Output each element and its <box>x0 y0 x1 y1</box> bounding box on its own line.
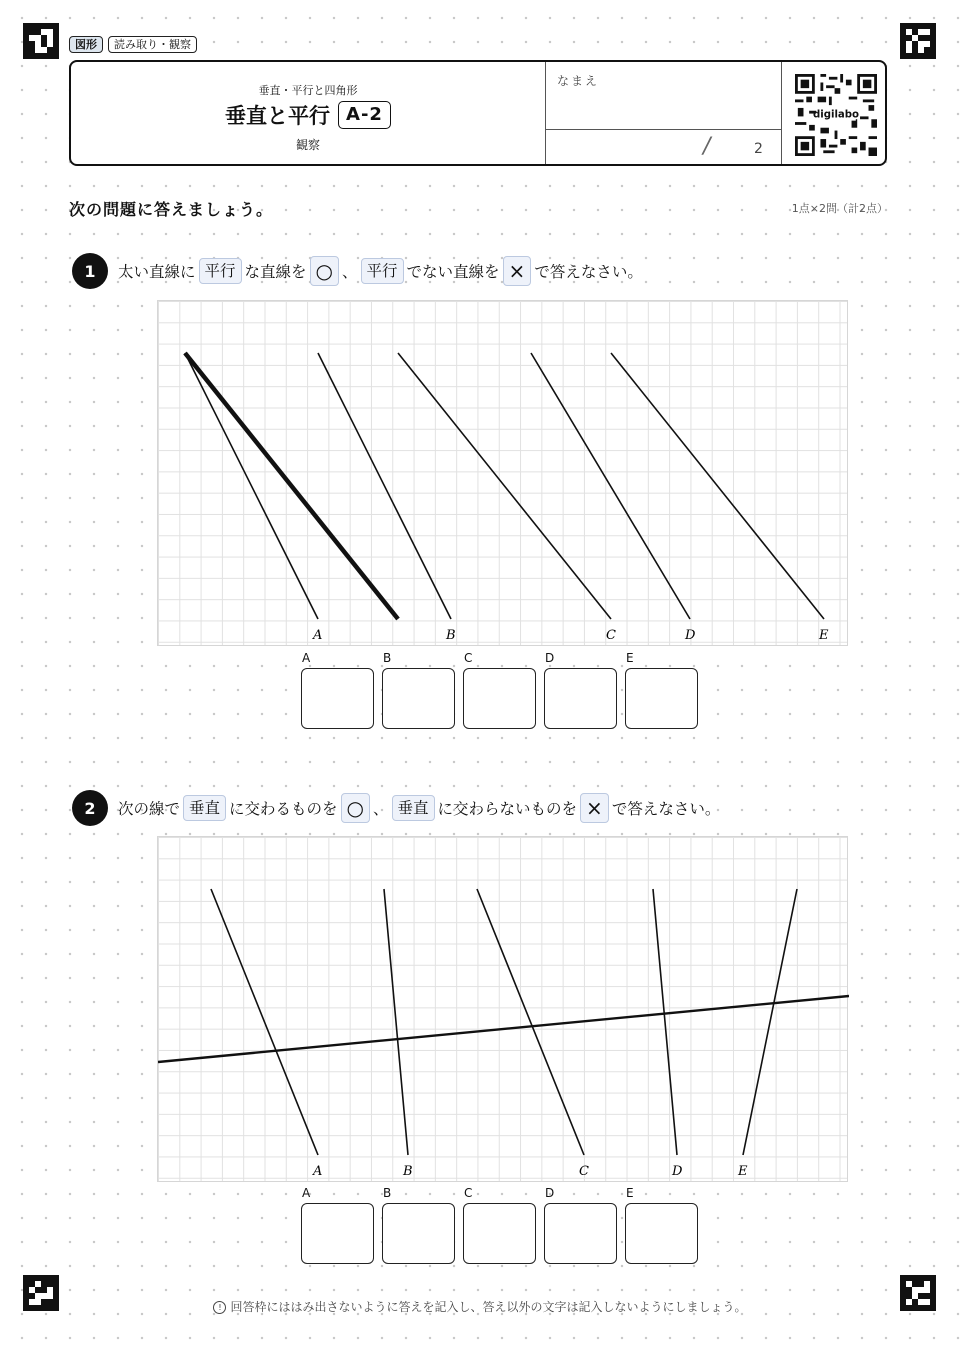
line-e <box>743 889 797 1155</box>
question-2 <box>72 790 720 826</box>
answer-label: C <box>464 1186 473 1200</box>
reference-line <box>158 996 849 1062</box>
line-d <box>531 353 690 619</box>
question-number-badge: 2 <box>72 790 108 826</box>
answer-box-q1-d[interactable] <box>544 668 617 729</box>
question-text: 太い直線に <box>118 263 196 281</box>
answer-box-q2-e[interactable] <box>625 1203 698 1264</box>
info-icon: ! <box>213 1301 226 1314</box>
line-label-e: E <box>819 628 829 643</box>
footer-text: 回答枠にははみ出さないように答えを記入し、答え以外の文字は記入しないようにしましょう。 <box>230 1300 747 1314</box>
line-b <box>318 353 451 619</box>
tag-skill: 読み取り・観察 <box>108 36 197 53</box>
question-text: に交わらないものを <box>437 800 578 818</box>
cross-symbol-icon: × <box>503 256 532 286</box>
header-divider <box>781 62 782 164</box>
page-title-row <box>71 100 545 130</box>
points-text: 1点×2問（計2点） <box>791 202 888 215</box>
worksheet-category: 観察 <box>295 138 320 152</box>
answer-label: D <box>545 1186 555 1200</box>
answer-cell-c <box>463 1186 536 1264</box>
answer-cell-e <box>625 1186 698 1264</box>
circle-symbol-icon: ○ <box>341 793 370 823</box>
figure-q1 <box>158 301 849 647</box>
question-1 <box>72 253 643 289</box>
answer-label: A <box>302 1186 311 1200</box>
keyword-box: 平行 <box>361 258 404 284</box>
answer-box-q1-e[interactable] <box>625 668 698 729</box>
answer-box-q2-d[interactable] <box>544 1203 617 1264</box>
answer-row-q2 <box>301 1186 698 1264</box>
answer-row-q1 <box>301 651 698 729</box>
answer-cell-e <box>625 651 698 729</box>
line-a <box>211 889 318 1155</box>
answer-label: C <box>464 651 473 665</box>
line-label-e: E <box>738 1164 748 1179</box>
keyword-box: 平行 <box>199 258 242 284</box>
keyword-box: 垂直 <box>183 795 226 821</box>
line-label-a: A <box>313 628 323 643</box>
figure-q2 <box>158 837 849 1183</box>
figure-grid-q1 <box>157 300 848 646</box>
question-text: 、 <box>342 263 358 281</box>
page-title: 垂直と平行 <box>225 104 331 128</box>
instruction-text: 次の問題に答えましょう。 <box>69 200 274 219</box>
line-d <box>653 889 677 1155</box>
answer-cell-a <box>301 651 374 729</box>
reference-bold-line <box>185 353 398 619</box>
qr-code-label: digilabo <box>812 109 860 121</box>
qr-code-icon <box>795 74 877 156</box>
answer-label: B <box>383 651 392 665</box>
line-b <box>384 889 408 1155</box>
answer-label: D <box>545 651 555 665</box>
answer-box-q1-c[interactable] <box>463 668 536 729</box>
score-total: 2 <box>754 141 763 157</box>
figure-grid-q2 <box>157 836 848 1182</box>
title-area <box>71 62 545 164</box>
line-label-c: C <box>606 628 616 643</box>
answer-label: A <box>302 651 311 665</box>
score-slash: / <box>703 134 711 159</box>
line-label-a: A <box>313 1164 323 1179</box>
answer-box-q2-c[interactable] <box>463 1203 536 1264</box>
answer-cell-b <box>382 651 455 729</box>
answer-cell-c <box>463 651 536 729</box>
answer-cell-b <box>382 1186 455 1264</box>
question-text: 、 <box>373 800 389 818</box>
line-a <box>185 353 318 619</box>
worksheet-code: A-2 <box>338 101 391 129</box>
question-text: でない直線を <box>406 263 500 281</box>
header-divider <box>545 129 781 130</box>
answer-box-q1-a[interactable] <box>301 668 374 729</box>
line-label-b: B <box>446 628 456 643</box>
answer-label: B <box>383 1186 392 1200</box>
header-divider <box>545 62 546 164</box>
question-text: な直線を <box>244 263 307 281</box>
line-label-d: D <box>685 628 696 643</box>
question-number-badge: 1 <box>72 253 108 289</box>
corner-marker-top-left <box>23 23 59 59</box>
category-tags <box>69 36 197 53</box>
question-text: 次の線で <box>118 800 181 818</box>
answer-cell-a <box>301 1186 374 1264</box>
answer-box-q2-b[interactable] <box>382 1203 455 1264</box>
line-label-d: D <box>672 1164 683 1179</box>
answer-box-q1-b[interactable] <box>382 668 455 729</box>
answer-cell-d <box>544 651 617 729</box>
worksheet-header <box>69 60 887 166</box>
question-text: で答えなさい。 <box>534 263 643 281</box>
question-text: に交わるものを <box>229 800 338 818</box>
line-label-c: C <box>579 1164 589 1179</box>
keyword-box: 垂直 <box>392 795 435 821</box>
unit-subtitle: 垂直・平行と四角形 <box>258 84 358 97</box>
circle-symbol-icon: ○ <box>310 256 339 286</box>
line-label-b: B <box>403 1164 413 1179</box>
name-field-label: なまえ <box>557 74 600 88</box>
answer-cell-d <box>544 1186 617 1264</box>
line-c <box>398 353 611 619</box>
cross-symbol-icon: × <box>580 793 609 823</box>
footer-note <box>0 1298 960 1315</box>
question-text: で答えなさい。 <box>611 800 721 818</box>
tag-figure: 図形 <box>69 36 103 53</box>
line-e <box>611 353 824 619</box>
answer-label: E <box>626 1186 634 1200</box>
corner-marker-top-right <box>900 23 936 59</box>
answer-box-q2-a[interactable] <box>301 1203 374 1264</box>
answer-label: E <box>626 651 634 665</box>
